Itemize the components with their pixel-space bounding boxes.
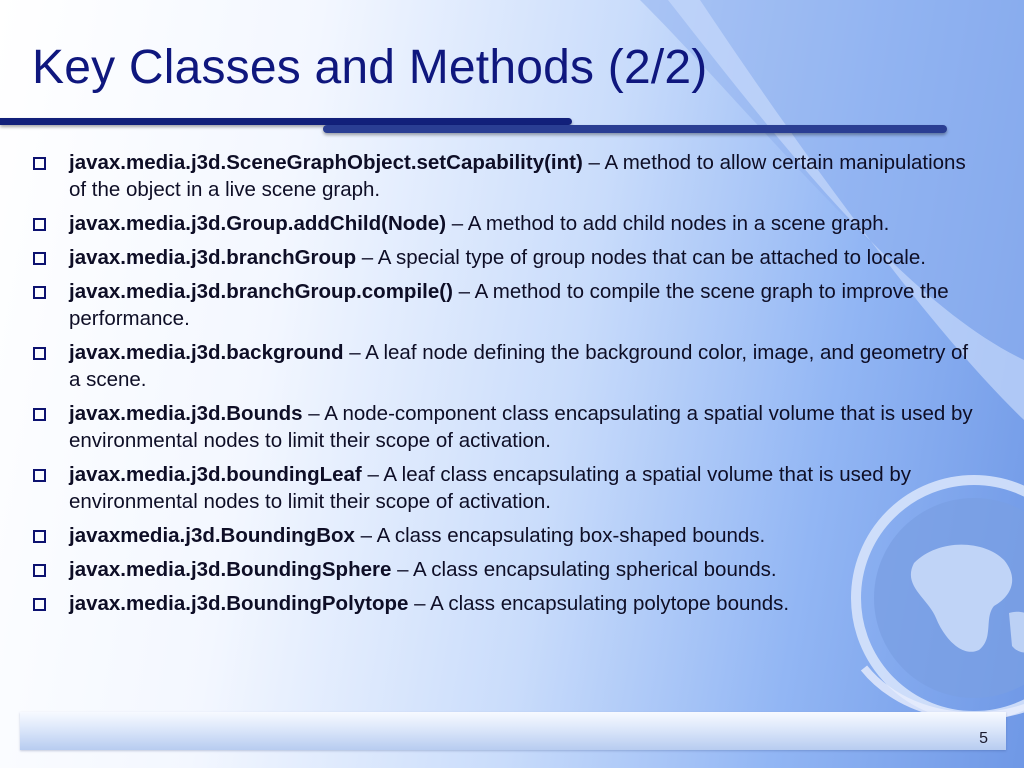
list-item bbox=[32, 278, 982, 332]
list-item bbox=[32, 400, 982, 454]
title-underline-primary bbox=[0, 118, 572, 125]
bullet-description: – A method to add child nodes in a scene graph. bbox=[446, 212, 890, 235]
bullet-term: javax.media.j3d.boundingLeaf bbox=[69, 463, 362, 486]
bullet-list bbox=[32, 149, 982, 624]
list-item bbox=[32, 556, 982, 583]
bullet-description: – A method to compile the scene graph to improve the performance. bbox=[69, 280, 949, 330]
list-item bbox=[32, 590, 982, 617]
list-item bbox=[32, 210, 982, 237]
bullet-term: javax.media.j3d.BoundingPolytope bbox=[69, 592, 409, 615]
square-bullet-icon bbox=[33, 598, 46, 611]
bullet-term: javax.media.j3d.BoundingSphere bbox=[69, 558, 392, 581]
bullet-description: – A special type of group nodes that can be attached to locale. bbox=[356, 246, 926, 269]
title-underline-secondary bbox=[323, 125, 947, 133]
square-bullet-icon bbox=[33, 252, 46, 265]
square-bullet-icon bbox=[33, 530, 46, 543]
list-item bbox=[32, 244, 982, 271]
bullet-description: – A leaf node defining the background color, image, and geometry of a scene. bbox=[69, 341, 969, 391]
bullet-term: javax.media.j3d.SceneGraphObject.setCapability(int) bbox=[69, 151, 583, 174]
square-bullet-icon bbox=[33, 408, 46, 421]
list-item bbox=[32, 522, 982, 549]
square-bullet-icon bbox=[33, 469, 46, 482]
bullet-description: – A class encapsulating polytope bounds. bbox=[408, 592, 790, 615]
bullet-description: – A class encapsulating box-shaped bounds. bbox=[354, 524, 766, 547]
bullet-term: javax.media.j3d.Group.addChild(Node) bbox=[69, 212, 447, 235]
bullet-description: – A leaf class encapsulating a spatial volume that is used by environmental nodes to limit their scope of activation. bbox=[69, 463, 912, 513]
list-item bbox=[32, 149, 982, 203]
square-bullet-icon bbox=[33, 218, 46, 231]
bullet-term: javax.media.j3d.branchGroup bbox=[69, 246, 357, 269]
list-item bbox=[32, 339, 982, 393]
list-item bbox=[32, 461, 982, 515]
bullet-description: – A method to allow certain manipulations of the object in a live scene graph. bbox=[69, 151, 966, 201]
bullet-description: – A class encapsulating spherical bounds. bbox=[391, 558, 777, 581]
footer-bar bbox=[20, 712, 1006, 750]
bullet-description: – A node-component class encapsulating a spatial volume that is used by environmental nodes to limit their scope of activation. bbox=[69, 402, 973, 452]
square-bullet-icon bbox=[33, 564, 46, 577]
bullet-term: javax.media.j3d.Bounds bbox=[69, 402, 303, 425]
bullet-term: javaxmedia.j3d.BoundingBox bbox=[69, 524, 355, 547]
square-bullet-icon bbox=[33, 157, 46, 170]
bullet-term: javax.media.j3d.background bbox=[69, 341, 344, 364]
page-number: 5 bbox=[979, 730, 988, 747]
square-bullet-icon bbox=[33, 347, 46, 360]
slide-title: Key Classes and Methods (2/2) bbox=[32, 41, 708, 94]
bullet-term: javax.media.j3d.branchGroup.compile() bbox=[69, 280, 453, 303]
square-bullet-icon bbox=[33, 286, 46, 299]
